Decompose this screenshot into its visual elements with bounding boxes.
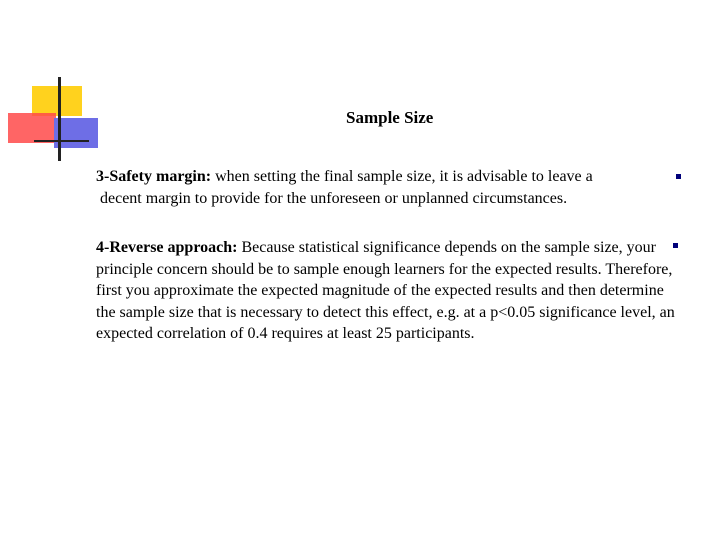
decorative-logo bbox=[0, 0, 100, 170]
logo-red-square bbox=[8, 113, 56, 143]
square-bullet-icon bbox=[676, 174, 681, 179]
point-reverse-approach bbox=[96, 237, 676, 345]
point-safety-margin bbox=[96, 166, 666, 209]
logo-horizontal-line bbox=[34, 140, 89, 142]
point-text-line2: decent margin to provide for the unforeseen or unplanned circumstances. bbox=[100, 189, 568, 207]
square-bullet-icon bbox=[673, 243, 678, 248]
logo-vertical-line bbox=[58, 77, 61, 161]
slide-title: Sample Size bbox=[346, 108, 434, 127]
point-heading: 3-Safety margin: bbox=[96, 168, 212, 185]
point-heading: 4-Reverse approach: bbox=[96, 239, 238, 256]
point-text-line1: when setting the final sample size, it is advisable to leave a bbox=[211, 168, 593, 185]
logo-yellow-square bbox=[32, 86, 82, 116]
point-text: Because statistical significance depends on the sample size, your principle concern should be to sample enough learners for the expected results. Therefore, first you approximate the expected magnitude of the expected results and then determine the sample size that is necessary to detect this effect, e.g. at a p<0.05 significance level, an expected correlation of 0.4 requires at least 25 participants. bbox=[96, 239, 675, 342]
